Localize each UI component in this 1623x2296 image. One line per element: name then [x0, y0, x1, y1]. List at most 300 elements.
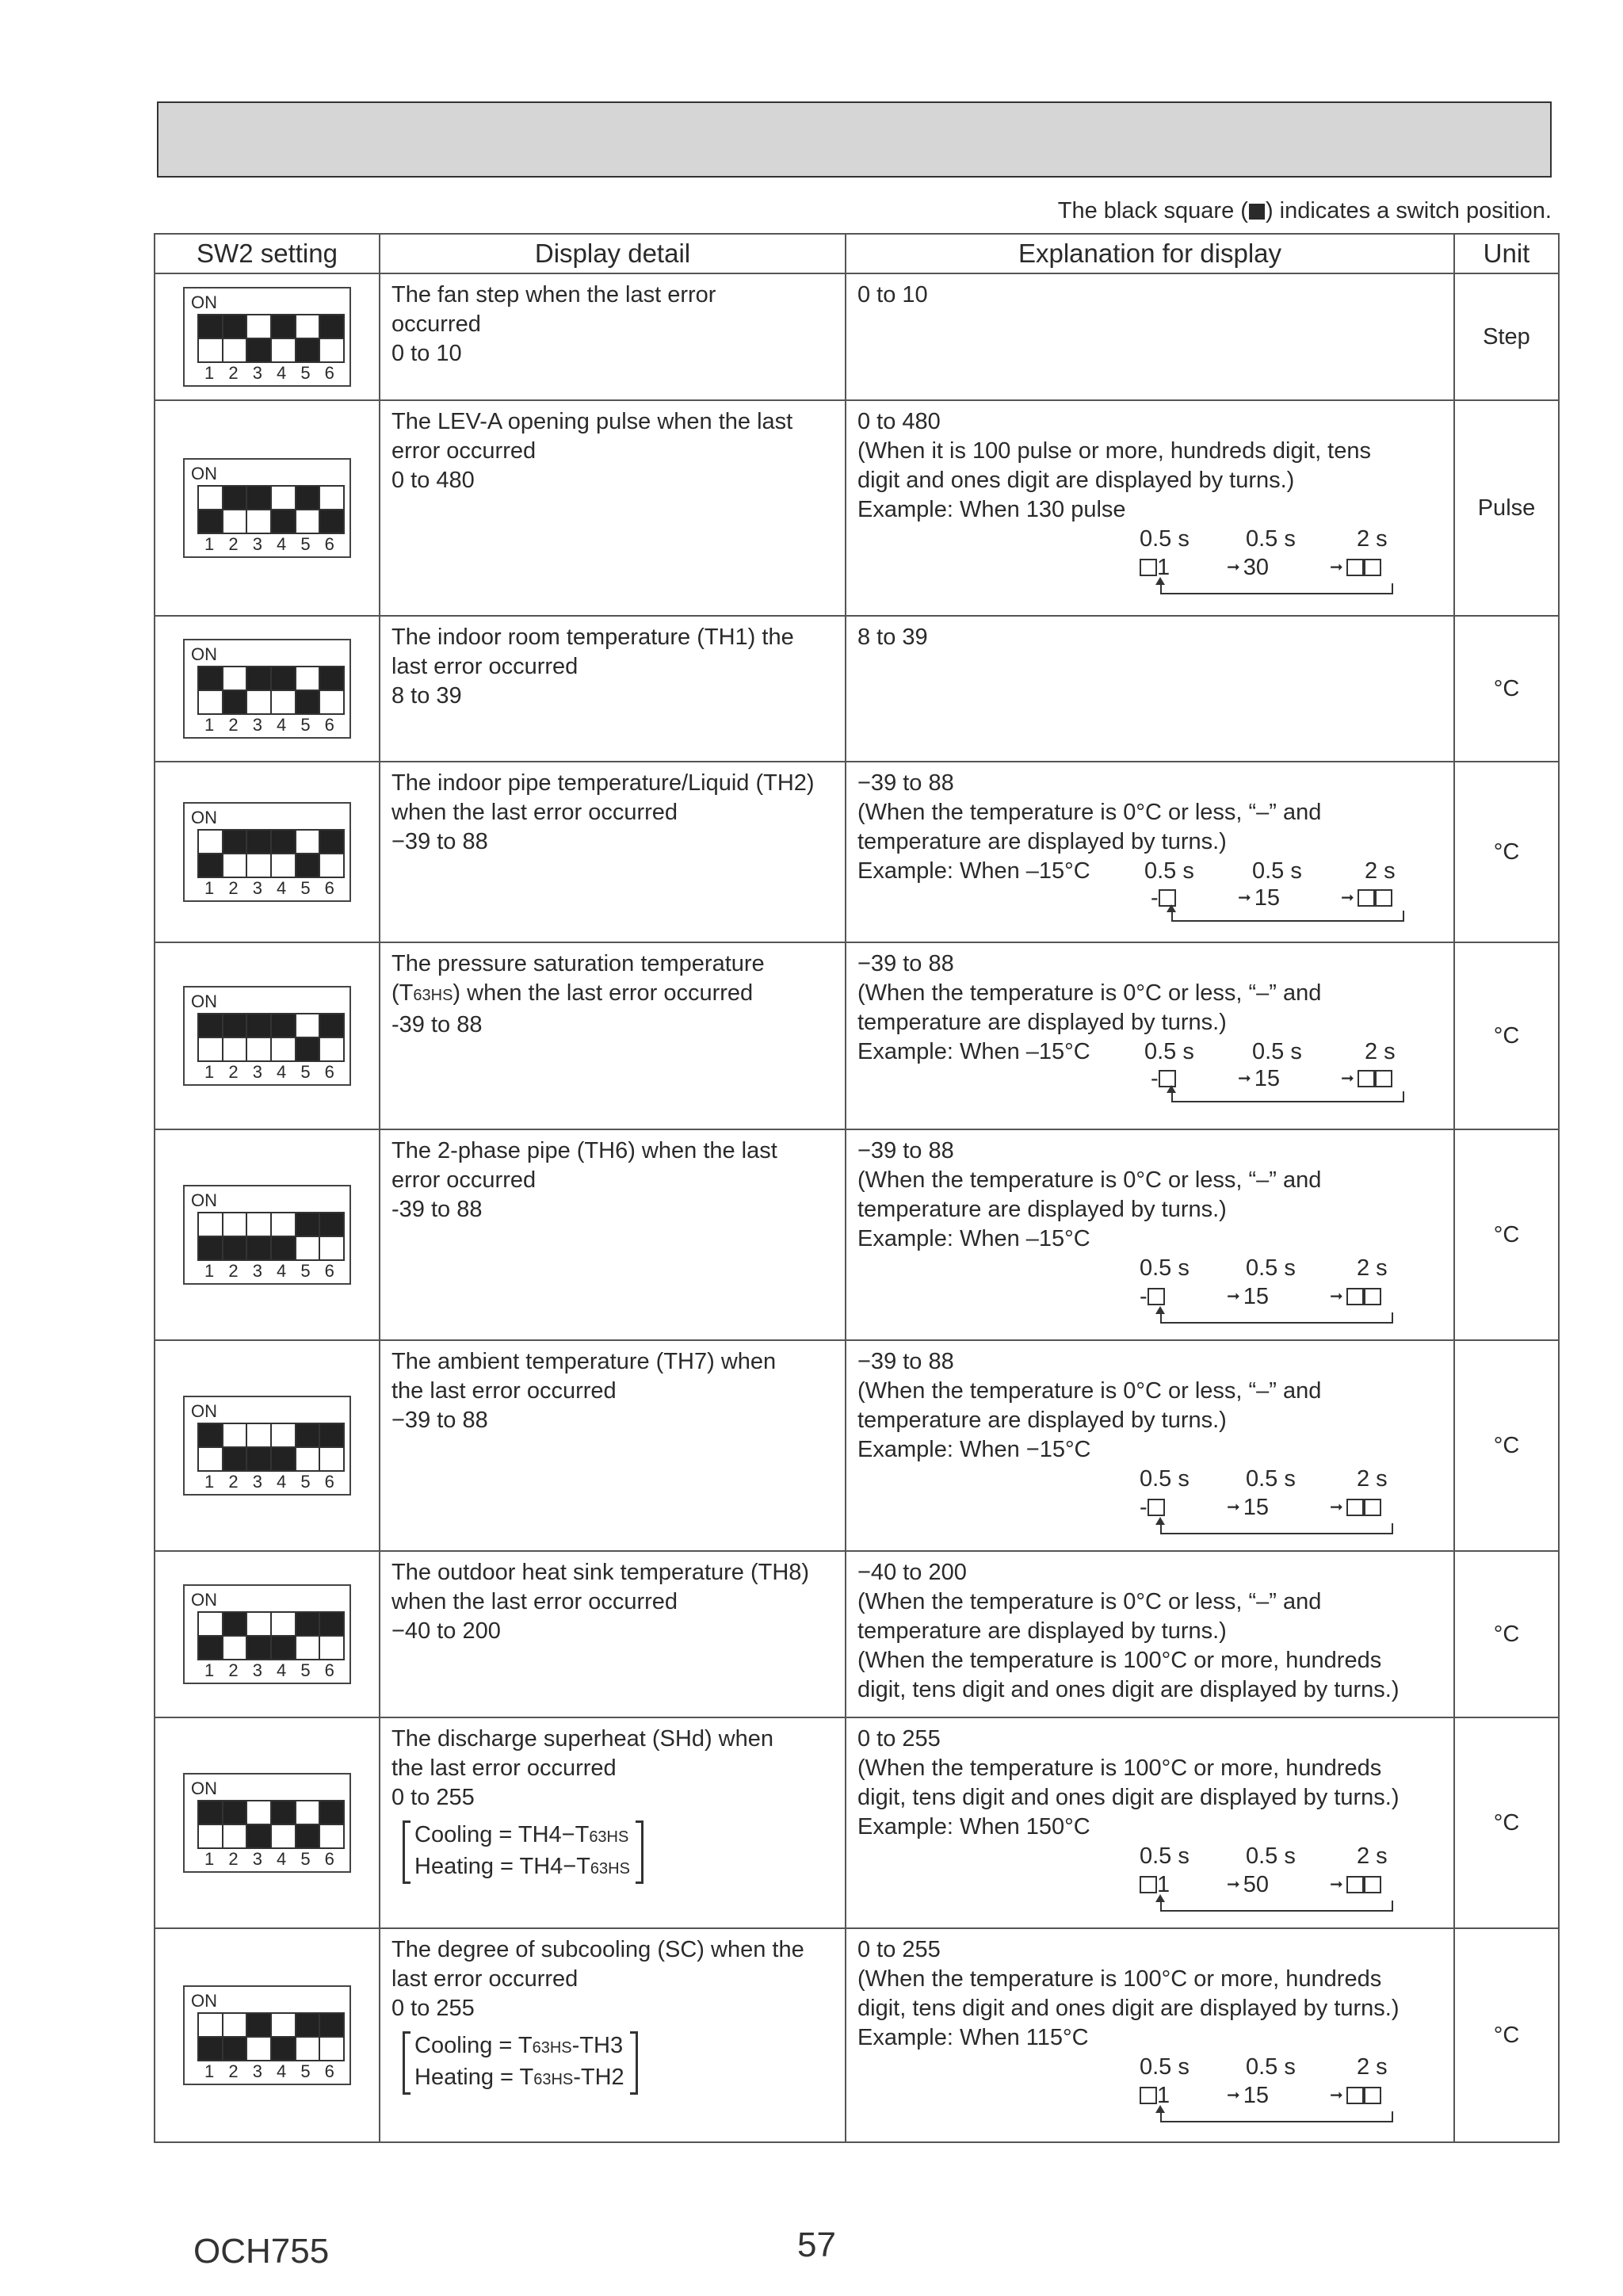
dip-switch-off-cell	[296, 1237, 319, 1259]
dip-switch	[222, 1613, 246, 1659]
dip-switch-on-cell	[272, 1613, 295, 1637]
dip-switch-off-cell	[272, 1237, 295, 1259]
dip-switch	[270, 315, 295, 361]
dip-switch-on-cell	[320, 487, 343, 510]
dip-switch-number: 5	[300, 534, 311, 554]
arrow-right-icon: ➞	[1330, 1499, 1343, 1516]
dip-switch-off-cell	[320, 1637, 343, 1659]
explanation-line: Example: When 150°C	[857, 1814, 1090, 1839]
dip-switch-on-cell	[320, 667, 343, 691]
formula-bracket	[403, 1820, 643, 1884]
dip-switch-on-cell	[199, 2014, 222, 2038]
dip-switch-on-cell	[223, 667, 246, 691]
display-detail-cell	[380, 1129, 846, 1340]
dip-switch-numbers	[197, 2061, 342, 2082]
detail-line: error occurred	[391, 438, 537, 464]
display-detail-cell	[380, 616, 846, 762]
dip-switch-off-cell	[320, 854, 343, 877]
dip-switch-diagram	[183, 1396, 351, 1496]
dip-switch-numbers	[197, 1062, 342, 1083]
dip-switch-off-cell	[247, 1825, 270, 1847]
detail-line: last error occurred	[391, 1966, 579, 1992]
detail-line: the last error occurred	[391, 1378, 617, 1404]
blank-digit-icon	[1346, 1499, 1364, 1516]
dip-switch-number: 6	[324, 534, 334, 554]
formula-subscript: 63HS	[589, 1828, 629, 1846]
dip-switch-number: 4	[277, 1849, 287, 1869]
detail-line: The indoor room temperature (TH1) the	[391, 625, 794, 650]
explanation-line: (When it is 100 pulse or more, hundreds digit, tens	[857, 438, 1371, 464]
dip-switch-number: 5	[300, 1472, 311, 1492]
header-unit: Unit	[1454, 234, 1559, 273]
dip-switch-on-cell	[320, 2014, 343, 2038]
dip-switch-on-cell	[272, 667, 295, 691]
dip-switch-diagram	[183, 802, 351, 902]
explanation-cell	[846, 400, 1454, 616]
formula-text: Heating = TH4−T	[414, 1854, 590, 1879]
dip-switch	[319, 1213, 343, 1259]
arrow-up-icon	[1155, 1894, 1165, 1902]
dip-switch-off-cell	[247, 691, 270, 713]
blank-digit-icon	[1364, 1288, 1381, 1305]
dip-switch-number: 4	[277, 1261, 287, 1281]
dip-switch-number: 4	[277, 1660, 287, 1680]
table-row	[155, 273, 1559, 400]
dip-switch-on-cell	[223, 1014, 246, 1038]
dip-switch-on-cell	[296, 1801, 319, 1825]
dip-switch	[246, 1014, 270, 1060]
dip-switch-on-cell	[320, 1801, 343, 1825]
detail-line: The ambient temperature (TH7) when	[391, 1349, 777, 1374]
explanation-cell	[846, 942, 1454, 1129]
dip-switch-number: 5	[300, 1062, 311, 1082]
sw2-setting-cell	[155, 616, 380, 762]
dip-switch-number: 5	[300, 1660, 311, 1680]
dip-switch-off-cell	[272, 2038, 295, 2060]
unit-cell: °C	[1454, 762, 1559, 942]
explanation-line: 8 to 39	[857, 625, 928, 650]
dip-switch	[319, 1014, 343, 1060]
explanation-line: −39 to 88	[857, 770, 954, 796]
dip-switch	[270, 831, 295, 877]
dip-switch	[319, 831, 343, 877]
sequence-loop-line	[1160, 1523, 1393, 1534]
dip-switch-on-cell	[247, 1014, 270, 1038]
dip-switch-numbers	[197, 1660, 342, 1681]
cooling-formula	[414, 1820, 630, 1852]
dip-switch	[295, 1014, 319, 1060]
dip-switch-number: 6	[324, 1660, 334, 1680]
unit-cell: Pulse	[1454, 400, 1559, 616]
explanation-line: (When the temperature is 100°C or more, hundreds	[857, 1966, 1382, 1992]
dip-switch-number: 6	[324, 1849, 334, 1869]
dip-switch-off-cell	[199, 691, 222, 713]
dip-switch	[199, 831, 222, 877]
dip-switch-off-cell	[320, 339, 343, 361]
dip-switch-off-cell	[223, 1825, 246, 1847]
arrow-right-icon: ➞	[1341, 889, 1354, 907]
dip-switch	[319, 667, 343, 713]
dip-switch-on-cell	[296, 315, 319, 339]
dip-switch-off-cell	[320, 1237, 343, 1259]
dip-switch-off-cell	[223, 339, 246, 361]
dip-switch-off-cell	[320, 1825, 343, 1847]
sequence-second-value	[1227, 1493, 1269, 1522]
display-detail-cell	[380, 1928, 846, 2142]
dip-switch	[246, 487, 270, 533]
dip-switch-on-cell	[247, 487, 270, 510]
dip-switch-off-cell	[296, 510, 319, 533]
dip-switch-on-cell	[247, 831, 270, 854]
detail-line: The pressure saturation temperature	[391, 951, 765, 976]
dip-switch-off-cell	[223, 2038, 246, 2060]
dip-switch-off-cell	[272, 1637, 295, 1659]
dip-switch	[199, 667, 222, 713]
dip-switch-off-cell	[247, 1038, 270, 1060]
explanation-cell	[846, 1928, 1454, 2142]
dip-switch-diagram	[183, 1985, 351, 2085]
arrow-up-icon	[1155, 1517, 1165, 1525]
dip-switch	[270, 2014, 295, 2060]
arrow-up-icon	[1167, 904, 1176, 912]
sw2-settings-table	[154, 233, 1560, 2143]
sequence-loop-line	[1160, 1312, 1393, 1324]
dip-switch-off-cell	[247, 854, 270, 877]
explanation-line: temperature are displayed by turns.)	[857, 1618, 1227, 1644]
dip-switch-off-cell	[296, 2038, 319, 2060]
dip-switch-off-cell	[320, 2038, 343, 2060]
formula-text: -TH3	[571, 2033, 624, 2058]
dip-switch-number: 4	[277, 534, 287, 554]
dip-switch-number: 1	[204, 715, 215, 735]
heating-formula	[414, 2063, 624, 2095]
dip-switch-grid	[197, 485, 345, 534]
dip-switch-on-cell	[223, 315, 246, 339]
dip-switch-off-cell	[272, 1038, 295, 1060]
dip-switch-number: 3	[252, 1261, 262, 1281]
detail-line: The outdoor heat sink temperature (TH8)	[391, 1560, 810, 1585]
sequence-time-label: 0.5 s	[1140, 1466, 1190, 1492]
sequence-time-label: 0.5 s	[1252, 1039, 1302, 1064]
detail-line: -39 to 88	[391, 1012, 483, 1037]
dip-switch-on-cell	[296, 487, 319, 510]
dip-switch-number: 1	[204, 1261, 215, 1281]
sequence-minus-sign: -	[1140, 1284, 1148, 1309]
arrow-right-icon: ➞	[1238, 1070, 1251, 1087]
dip-switch-off-cell	[223, 1448, 246, 1470]
sequence-time-label: 0.5 s	[1140, 2054, 1190, 2080]
dip-switch-number: 2	[228, 363, 239, 383]
dip-switch	[199, 1014, 222, 1060]
table-row	[155, 762, 1559, 942]
detail-line: when the last error occurred	[391, 800, 678, 825]
display-detail-cell	[380, 1717, 846, 1928]
sequence-loop-line	[1160, 2111, 1393, 2122]
formula-subscript: 63HS	[532, 2039, 572, 2057]
formula-text: Cooling = T	[414, 2033, 533, 2058]
dip-switch-numbers	[197, 878, 342, 899]
formula-text: Cooling = TH4−T	[414, 1822, 590, 1847]
dip-switch-on-cell	[199, 831, 222, 854]
blank-digit-icon	[1364, 1876, 1381, 1893]
explanation-line: digit, tens digit and ones digit are displayed by turns.)	[857, 1996, 1400, 2021]
dip-switch	[295, 667, 319, 713]
dip-switch-number: 4	[277, 715, 287, 735]
dip-switch-off-cell	[272, 691, 295, 713]
explanation-line: digit, tens digit and ones digit are displayed by turns.)	[857, 1677, 1400, 1702]
explanation-cell	[846, 1551, 1454, 1717]
dip-switch-number: 1	[204, 1849, 215, 1869]
dip-switch-on-cell	[272, 487, 295, 510]
dip-switch-number: 6	[324, 1261, 334, 1281]
explanation-cell	[846, 1340, 1454, 1551]
table-header-row	[155, 234, 1559, 273]
arrow-right-icon: ➞	[1341, 1070, 1354, 1087]
dip-switch-number: 6	[324, 2061, 334, 2081]
sequence-time-label: 0.5 s	[1246, 526, 1296, 552]
dip-switch-grid	[197, 1212, 345, 1261]
dip-switch	[270, 667, 295, 713]
explanation-line: −40 to 200	[857, 1560, 967, 1585]
detail-line: the last error occurred	[391, 1755, 617, 1781]
dip-switch-off-cell	[272, 1448, 295, 1470]
dip-switch-on-cell	[296, 2014, 319, 2038]
detail-line: when the last error occurred	[391, 1589, 678, 1614]
sequence-loop-line	[1171, 911, 1404, 922]
dip-switch-numbers	[197, 1472, 342, 1492]
detail-line: The indoor pipe temperature/Liquid (TH2)	[391, 770, 815, 796]
sw2-setting-cell	[155, 400, 380, 616]
cooling-formula	[414, 2031, 624, 2063]
dip-switch-on-cell	[320, 1613, 343, 1637]
blank-digit-icon	[1148, 1499, 1165, 1516]
dip-switch	[199, 315, 222, 361]
dip-switch-numbers	[197, 534, 342, 555]
dip-switch-number: 3	[252, 2061, 262, 2081]
unit-cell: °C	[1454, 942, 1559, 1129]
dip-switch-number: 4	[277, 1472, 287, 1492]
dip-switch-off-cell	[296, 1448, 319, 1470]
explanation-line: temperature are displayed by turns.)	[857, 1408, 1227, 1433]
dip-switch	[270, 1213, 295, 1259]
dip-switch-number: 2	[228, 1062, 239, 1082]
explanation-line: (When the temperature is 0°C or less, “–” and	[857, 980, 1322, 1006]
dip-switch	[270, 487, 295, 533]
explanation-cell	[846, 1717, 1454, 1928]
explanation-cell	[846, 762, 1454, 942]
explanation-line: digit, tens digit and ones digit are displayed by turns.)	[857, 1785, 1400, 1810]
arrow-right-icon: ➞	[1227, 1499, 1240, 1516]
dip-switch-diagram	[183, 639, 351, 739]
dip-switch	[319, 487, 343, 533]
dip-switch-number: 4	[277, 363, 287, 383]
dip-on-label: ON	[191, 464, 217, 483]
sequence-blank-value	[1341, 884, 1392, 913]
dip-switch-numbers	[197, 1849, 342, 1870]
dip-switch	[295, 1424, 319, 1470]
sequence-blank-value	[1330, 1493, 1381, 1522]
arrow-right-icon: ➞	[1330, 559, 1343, 576]
dip-switch-number: 2	[228, 715, 239, 735]
dip-switch	[199, 1424, 222, 1470]
explanation-line: temperature are displayed by turns.)	[857, 829, 1227, 854]
sequence-tens-ones: 50	[1243, 1872, 1270, 1897]
dip-switch-number: 3	[252, 1849, 262, 1869]
dip-switch-on-cell	[272, 1014, 295, 1038]
dip-switch-on-cell	[223, 1801, 246, 1825]
dip-switch-grid	[197, 1611, 345, 1660]
explanation-line: 0 to 10	[857, 282, 928, 308]
explanation-cell	[846, 616, 1454, 762]
dip-switch-grid	[197, 829, 345, 878]
sequence-blank-value	[1330, 1870, 1381, 1900]
detail-line: The degree of subcooling (SC) when the	[391, 1937, 804, 1962]
switch-legend: The black square ( ) indicates a switch position.	[1057, 198, 1552, 223]
sequence-minus-sign: -	[1151, 885, 1159, 911]
dip-switch-number: 3	[252, 1472, 262, 1492]
dip-switch	[319, 315, 343, 361]
sw2-setting-cell	[155, 273, 380, 400]
unit-cell: °C	[1454, 1551, 1559, 1717]
dip-switch-off-cell	[199, 1637, 222, 1659]
dip-on-label: ON	[191, 1778, 217, 1798]
dip-switch-off-cell	[296, 854, 319, 877]
formula-text: Heating = T	[414, 2065, 534, 2090]
dip-switch-off-cell	[296, 1637, 319, 1659]
explanation-line: temperature are displayed by turns.)	[857, 1010, 1227, 1035]
arrow-right-icon: ➞	[1227, 1876, 1240, 1893]
dip-switch-number: 6	[324, 878, 334, 898]
dip-switch	[246, 2014, 270, 2060]
dip-switch	[222, 667, 246, 713]
dip-switch	[199, 1613, 222, 1659]
sequence-blank-value	[1330, 2081, 1381, 2111]
display-sequence	[857, 1037, 1444, 1104]
sequence-hundreds-digit: 1	[1157, 555, 1170, 580]
dip-switch-off-cell	[223, 1637, 246, 1659]
dip-switch-diagram	[183, 287, 351, 387]
detail-line: 0 to 10	[391, 341, 462, 366]
sequence-tens-ones: 15	[1254, 885, 1281, 911]
display-detail-cell	[380, 762, 846, 942]
explanation-line: digit and ones digit are displayed by turns.)	[857, 468, 1295, 493]
blank-digit-icon	[1358, 1070, 1375, 1087]
formula-subscript: 63HS	[533, 2071, 574, 2088]
dip-switch-grid	[197, 314, 345, 363]
sequence-blank-value	[1330, 1282, 1381, 1312]
arrow-right-icon: ➞	[1227, 1288, 1240, 1305]
formula-text: -TH2	[573, 2065, 624, 2090]
dip-switch-off-cell	[223, 691, 246, 713]
dip-switch-number: 4	[277, 2061, 287, 2081]
dip-switch-number: 2	[228, 1472, 239, 1492]
dip-switch-number: 2	[228, 1261, 239, 1281]
dip-switch-off-cell	[320, 1038, 343, 1060]
dip-switch	[222, 1424, 246, 1470]
dip-switch-number: 3	[252, 363, 262, 383]
example-label: Example: When –15°C	[857, 1039, 1090, 1064]
unit-cell: °C	[1454, 1340, 1559, 1551]
blank-digit-icon	[1346, 1288, 1364, 1305]
dip-switch-number: 6	[324, 1062, 334, 1082]
dip-switch-on-cell	[320, 1014, 343, 1038]
dip-switch	[295, 1213, 319, 1259]
sequence-time-label: 2 s	[1357, 526, 1388, 552]
unit-cell: °C	[1454, 1129, 1559, 1340]
dip-switch-number: 3	[252, 1660, 262, 1680]
table-row	[155, 400, 1559, 616]
dip-switch-off-cell	[199, 1038, 222, 1060]
sequence-time-label: 0.5 s	[1246, 1255, 1296, 1281]
dip-switch-on-cell	[223, 831, 246, 854]
dip-switch-number: 1	[204, 534, 215, 554]
display-sequence	[857, 857, 1444, 923]
dip-switch	[222, 2014, 246, 2060]
detail-line: −39 to 88	[391, 829, 488, 854]
sw2-setting-cell	[155, 1928, 380, 2142]
sequence-hundreds-digit: 1	[1157, 1872, 1170, 1897]
dip-switch-off-cell	[199, 1448, 222, 1470]
explanation-line: −39 to 88	[857, 1349, 954, 1374]
arrow-up-icon	[1155, 1306, 1165, 1314]
sequence-loop-line	[1171, 1091, 1404, 1102]
dip-switch-off-cell	[320, 691, 343, 713]
arrow-right-icon: ➞	[1227, 559, 1240, 576]
arrow-up-icon	[1167, 1085, 1176, 1093]
detail-line: −40 to 200	[391, 1618, 501, 1644]
explanation-line: 0 to 255	[857, 1726, 941, 1752]
sw2-setting-cell	[155, 1717, 380, 1928]
explanation-line: Example: When 115°C	[857, 2025, 1089, 2050]
dip-switch-on-cell	[296, 831, 319, 854]
sequence-time-label: 0.5 s	[1140, 1843, 1190, 1869]
dip-switch	[199, 2014, 222, 2060]
dip-switch-on-cell	[296, 1014, 319, 1038]
sequence-loop-line	[1160, 1901, 1393, 1912]
dip-switch-diagram	[183, 458, 351, 558]
arrow-right-icon: ➞	[1330, 1876, 1343, 1893]
dip-switch-on-cell	[247, 1801, 270, 1825]
arrow-up-icon	[1155, 577, 1165, 585]
dip-switch-grid	[197, 2012, 345, 2061]
sequence-time-label: 0.5 s	[1252, 858, 1302, 884]
explanation-line: 0 to 255	[857, 1937, 941, 1962]
dip-switch-off-cell	[247, 2038, 270, 2060]
blank-digit-icon	[1375, 1070, 1392, 1087]
dip-switch-number: 2	[228, 878, 239, 898]
dip-switch-numbers	[197, 363, 342, 384]
dip-switch	[295, 831, 319, 877]
dip-switch-number: 6	[324, 715, 334, 735]
dip-switch	[246, 315, 270, 361]
dip-switch-number: 5	[300, 363, 311, 383]
dip-switch	[295, 1613, 319, 1659]
header-explanation: Explanation for display	[846, 234, 1454, 273]
dip-switch-off-cell	[223, 854, 246, 877]
sequence-second-value	[1227, 553, 1269, 583]
formula-bracket	[403, 2031, 638, 2095]
dip-switch-numbers	[197, 715, 342, 735]
dip-switch-number: 1	[204, 363, 215, 383]
dip-switch-on-cell	[320, 1424, 343, 1448]
sequence-second-value	[1227, 1870, 1269, 1900]
sequence-minus-sign: -	[1140, 1495, 1148, 1520]
dip-switch-on-cell	[272, 1213, 295, 1237]
dip-switch-off-cell	[247, 1637, 270, 1659]
dip-on-label: ON	[191, 808, 217, 827]
dip-switch	[246, 1613, 270, 1659]
dip-switch-diagram	[183, 1185, 351, 1285]
